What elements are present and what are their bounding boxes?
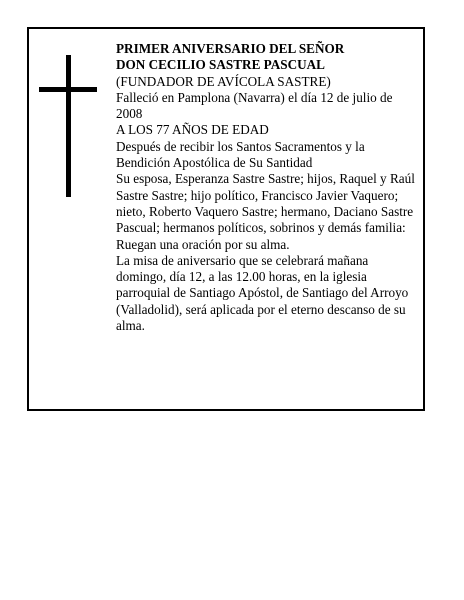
obituary-notice <box>27 27 425 411</box>
age-info: A LOS 77 AÑOS DE EDAD <box>116 122 269 138</box>
title-line-1: PRIMER ANIVERSARIO DEL SEÑOR <box>116 41 345 56</box>
death-info: Falleció en Pamplona (Navarra) el día 12 de julio de 2008 <box>116 89 393 122</box>
notice-text <box>116 41 421 334</box>
cross-horizontal-bar <box>39 87 97 92</box>
sacraments-info: Después de recibir los Santos Sacramentos y la Bendición Apostólica de Su Santidad <box>116 138 365 171</box>
subtitle: (FUNDADOR DE AVÍCOLA SASTRE) <box>116 73 331 89</box>
prayer-request: Ruegan una oración por su alma. <box>116 236 290 252</box>
family-list: Su esposa, Esperanza Sastre Sastre; hijos, Raquel y Raúl Sastre Sastre; hijo político, Francisco Javier Vaquero; nieto, Roberto Vaquero Sastre; hermano, Daciano Sastre Pascual; hermanos políticos, sobrinos y demás familia: <box>116 171 415 236</box>
mass-info: La misa de aniversario que se celebrará mañana domingo, día 12, a las 12.00 horas, en la iglesia parroquial de Santiago Apóstol, de Santiago del Arroyo (Valladolid), será aplicada por el eterno descanso de su alma. <box>116 252 409 334</box>
cross-vertical-bar <box>66 55 71 197</box>
cross-icon <box>39 55 97 197</box>
title-line-2: DON CECILIO SASTRE PASCUAL <box>116 57 325 73</box>
